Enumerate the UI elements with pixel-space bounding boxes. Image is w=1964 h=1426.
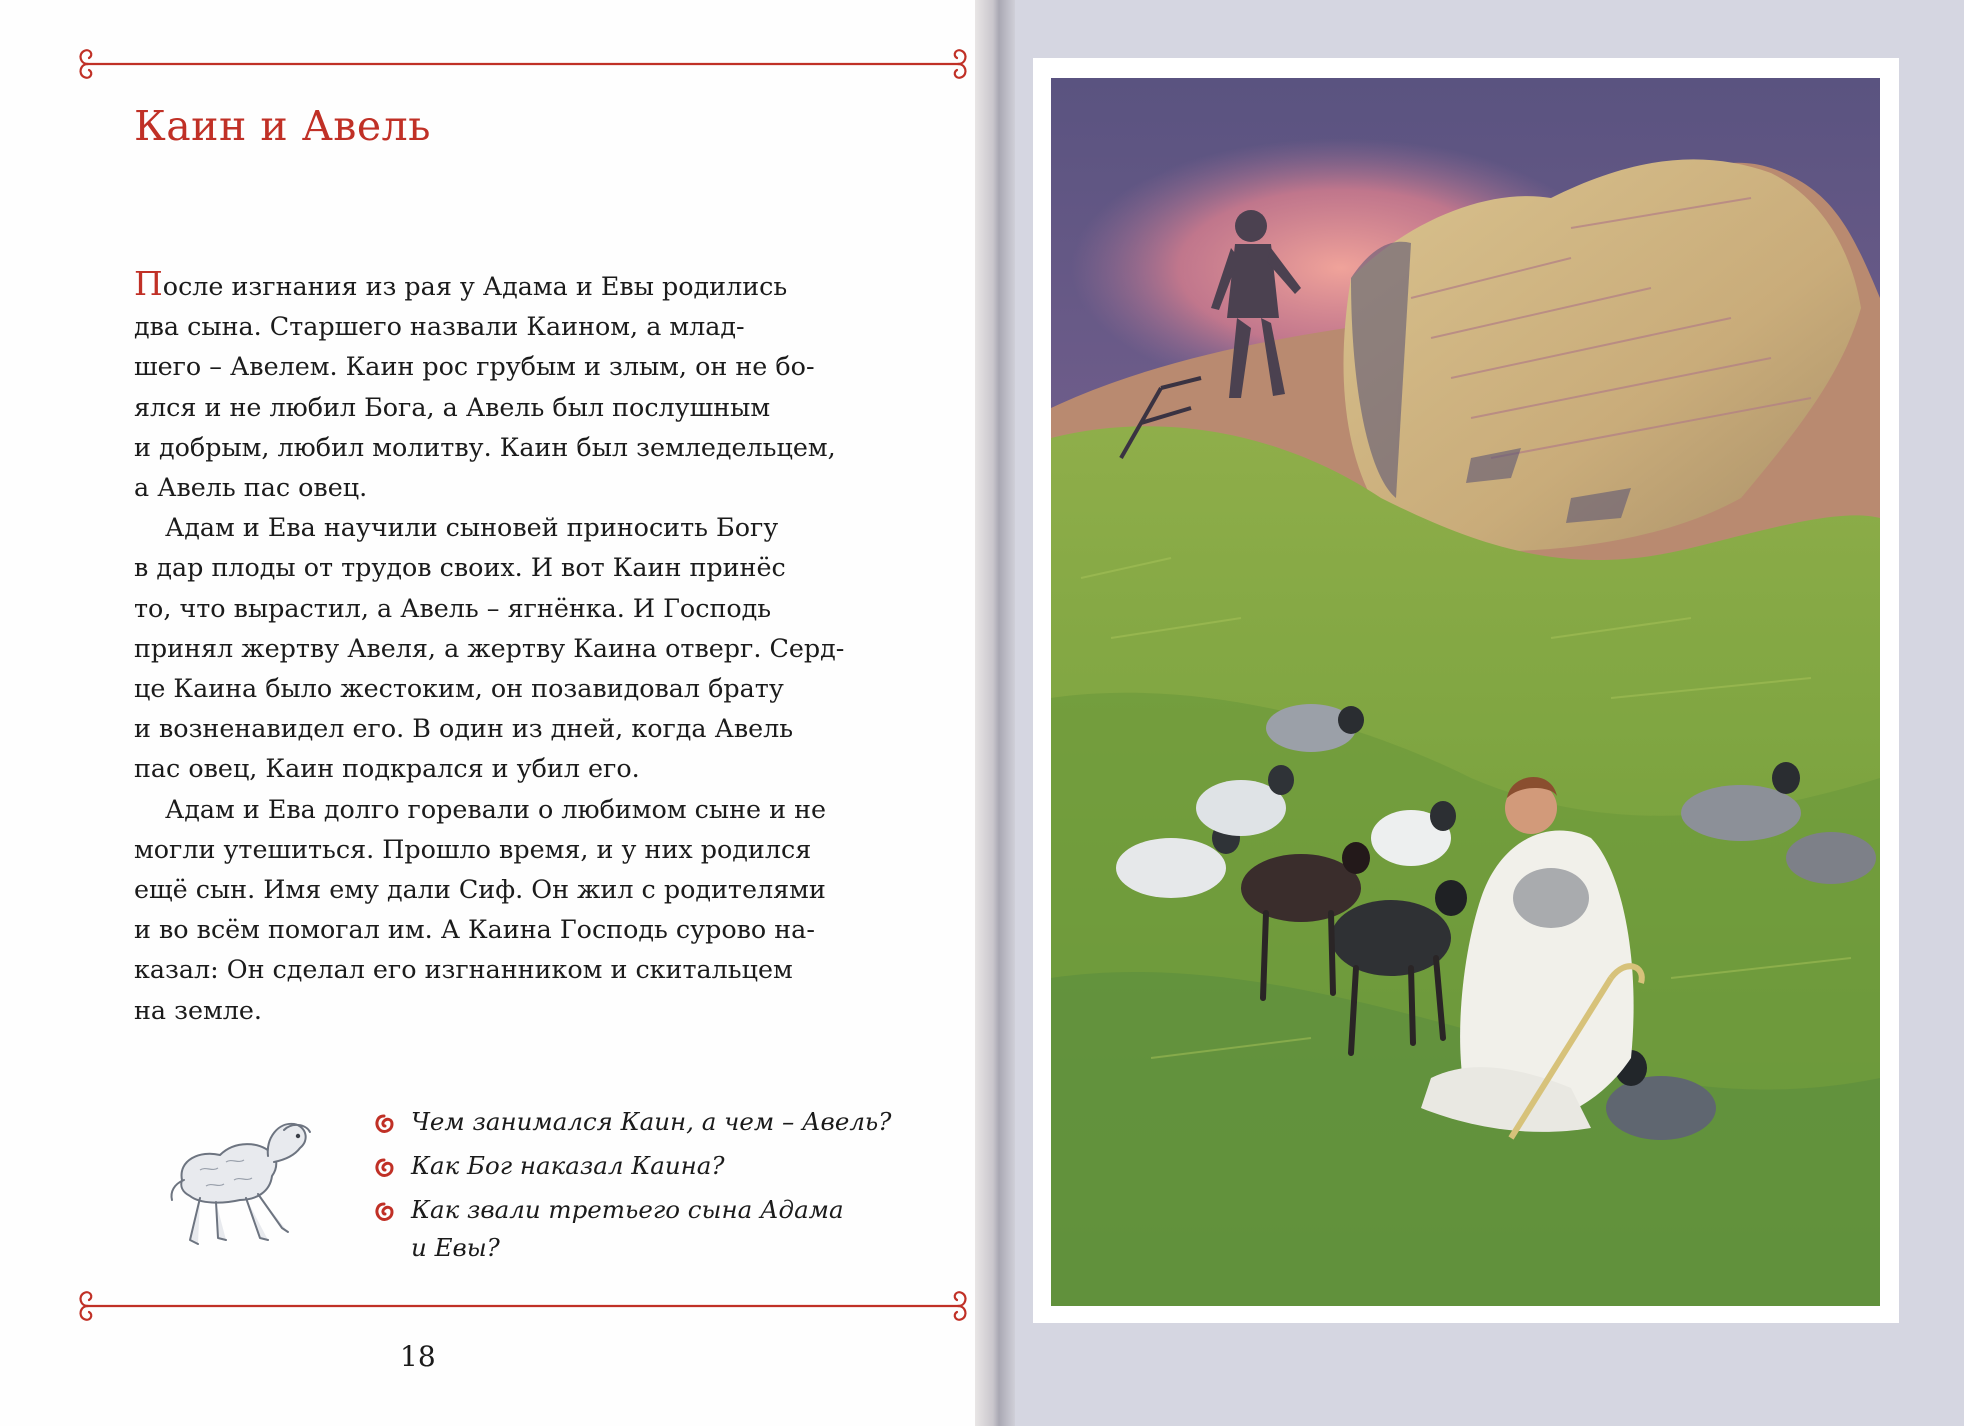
text-line: После изгнания из рая у Адама и Евы родились — [134, 264, 788, 303]
text-line: в дар плоды от трудов своих. И вот Каин принёс — [134, 552, 786, 583]
question-text: и Евы? — [411, 1233, 500, 1262]
text-line: и возненавидел его. В один из дней, когда Авель — [134, 713, 794, 744]
text-line: могли утешиться. Прошло время, и у них родился — [134, 833, 812, 864]
drop-cap: П — [134, 264, 163, 303]
left-page — [0, 0, 975, 1426]
question-text: Как Бог наказал Каина? — [411, 1151, 725, 1180]
bottom-ornament-divider — [78, 1286, 968, 1326]
paragraph-2 — [134, 507, 904, 788]
text-line: пас овец, Каин подкрался и убил его. — [134, 753, 640, 784]
text-line: принял жертву Авеля, а жертву Каина отверг. Серд- — [134, 632, 845, 663]
text-line: ещё сын. Имя ему дали Сиф. Он жил с родителями — [134, 874, 826, 905]
text-line: то, что вырастил, а Авель – ягнёнка. И Господь — [134, 592, 772, 623]
story-text — [134, 266, 904, 1030]
text-line: ялся и не любил Бога, а Авель был послушным — [134, 391, 771, 422]
text-line: Адам и Ева долго горевали о любимом сыне и не — [165, 793, 827, 824]
text-line: и добрым, любил молитву. Каин был земледельцем, — [134, 431, 836, 462]
swirl-bullet-icon — [373, 1113, 395, 1135]
cain-and-abel-illustration — [1051, 78, 1880, 1306]
text-line: два сына. Старшего назвали Каином, а млад- — [134, 311, 745, 342]
page-number: 18 — [400, 1340, 436, 1373]
swirl-bullet-icon — [373, 1201, 395, 1223]
question-item — [373, 1191, 933, 1267]
question-list — [373, 1103, 933, 1273]
swirl-bullet-icon — [373, 1157, 395, 1179]
book-gutter — [975, 0, 1015, 1426]
text-line: це Каина было жестоким, он позавидовал брату — [134, 673, 784, 704]
text-line: казал: Он сделал его изгнанником и скитальцем — [134, 954, 793, 985]
question-item — [373, 1147, 933, 1185]
text-line: Адам и Ева научили сыновей приносить Богу — [165, 512, 779, 543]
paragraph-1 — [134, 266, 904, 507]
question-text: Как звали третьего сына Адама — [411, 1195, 844, 1224]
text-line: на земле. — [134, 994, 262, 1025]
text-line: и во всём помогал им. А Каина Господь сурово на- — [134, 914, 815, 945]
page-title: Каин и Авель — [134, 102, 431, 150]
top-ornament-divider — [78, 44, 968, 84]
question-item — [373, 1103, 933, 1141]
paragraph-3 — [134, 789, 904, 1030]
lamb-icon — [160, 1100, 320, 1260]
question-text: Чем занимался Каин, а чем – Авель? — [411, 1107, 892, 1136]
text-line: шего – Авелем. Каин рос грубым и злым, он не бо- — [134, 351, 815, 382]
text-line: а Авель пас овец. — [134, 472, 368, 503]
